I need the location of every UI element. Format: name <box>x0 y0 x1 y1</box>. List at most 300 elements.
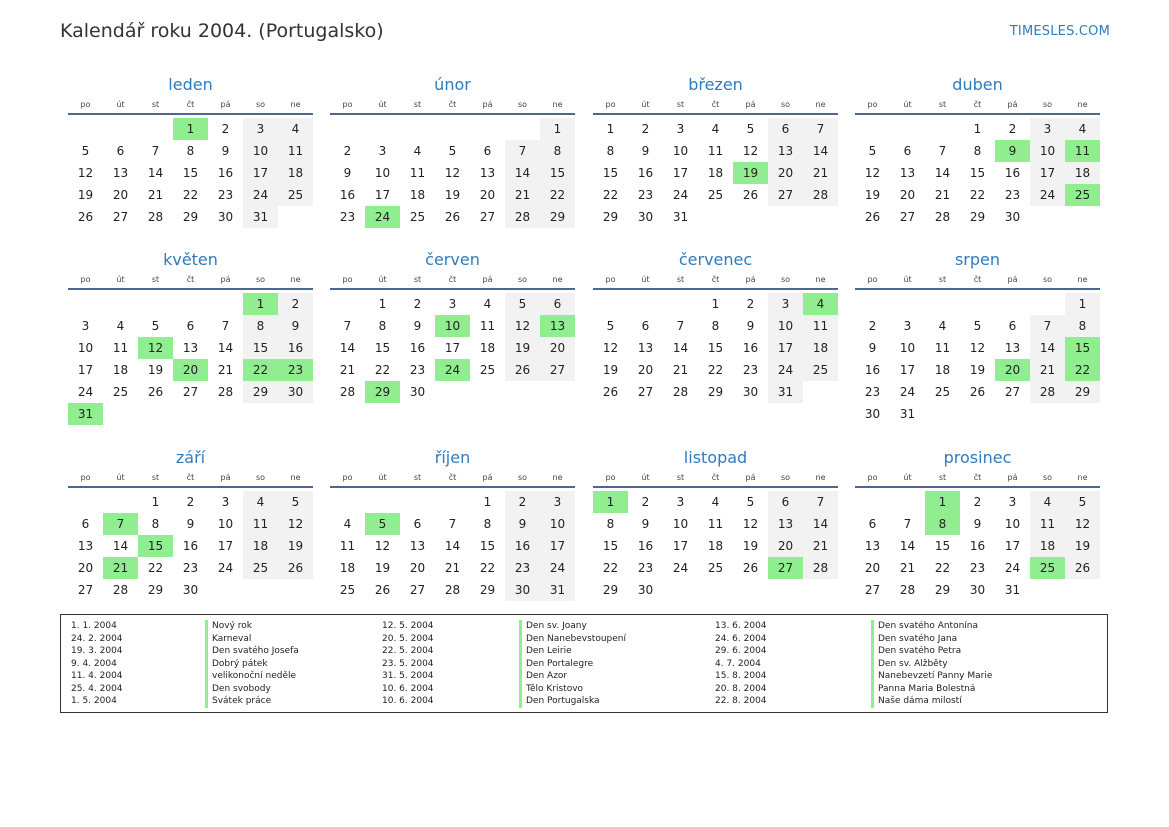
empty-cell <box>925 293 960 315</box>
day-cell: 6 <box>868 517 877 531</box>
empty-cell <box>330 293 365 315</box>
month-4 <box>855 75 1100 228</box>
day-cell: 4 <box>243 491 278 513</box>
day-cell: 2 <box>278 293 313 315</box>
legend-date: 25. 4. 2004 <box>71 683 123 694</box>
day-cell: 19 <box>742 539 759 553</box>
day-cell: 15 <box>243 337 278 359</box>
day-cell: 25 <box>803 359 838 381</box>
weekday-label: pá <box>482 275 493 284</box>
holiday-cell: 19 <box>733 162 768 184</box>
day-cell: 17 <box>374 188 391 202</box>
legend-holiday-name: Naše dáma milostí <box>871 695 992 708</box>
legend-date: 10. 6. 2004 <box>382 683 434 694</box>
day-cell: 18 <box>339 561 356 575</box>
day-cell: 23 <box>864 385 881 399</box>
day-cell: 3 <box>676 495 685 509</box>
legend-holiday-name: Nový rok <box>205 620 299 633</box>
month-10 <box>330 448 575 601</box>
empty-cell <box>173 293 208 315</box>
weekday-label: čt <box>186 100 195 109</box>
day-cell: 27 <box>540 359 575 381</box>
day-cell: 25 <box>479 363 496 377</box>
day-cell: 13 <box>637 341 654 355</box>
month-11 <box>593 448 838 601</box>
month-1 <box>68 75 313 228</box>
day-cell: 29 <box>602 583 619 597</box>
day-cell: 20 <box>864 561 881 575</box>
day-grid <box>330 491 575 601</box>
month-9 <box>68 448 313 601</box>
empty-cell <box>68 293 103 315</box>
weekday-label: so <box>255 473 266 482</box>
day-cell: 8 <box>243 315 278 337</box>
day-cell: 13 <box>1004 341 1021 355</box>
day-cell: 6 <box>641 319 650 333</box>
holiday-cell: 1 <box>173 118 208 140</box>
day-cell: 3 <box>81 319 90 333</box>
day-cell: 10 <box>77 341 94 355</box>
day-cell: 23 <box>409 363 426 377</box>
empty-cell <box>103 491 138 513</box>
weekday-label: út <box>903 275 912 284</box>
day-cell: 28 <box>803 184 838 206</box>
day-cell: 20 <box>112 188 129 202</box>
day-cell: 12 <box>444 166 461 180</box>
day-cell: 11 <box>803 315 838 337</box>
day-cell: 28 <box>899 583 916 597</box>
legend-date: 24. 2. 2004 <box>71 633 123 644</box>
day-cell: 26 <box>278 557 313 579</box>
weekday-label: st <box>938 100 947 109</box>
weekday-label: čt <box>186 473 195 482</box>
day-cell: 6 <box>768 118 803 140</box>
legend-holiday-name: Den svobody <box>205 683 299 696</box>
day-cell: 6 <box>413 517 422 531</box>
day-cell: 8 <box>973 144 982 158</box>
day-cell: 25 <box>934 385 951 399</box>
day-cell: 17 <box>243 162 278 184</box>
day-cell: 30 <box>1004 210 1021 224</box>
day-cell: 29 <box>934 583 951 597</box>
day-cell: 9 <box>641 517 650 531</box>
day-cell: 4 <box>343 517 352 531</box>
day-cell: 12 <box>278 513 313 535</box>
day-cell: 27 <box>112 210 129 224</box>
day-cell: 7 <box>151 144 160 158</box>
day-cell: 5 <box>151 319 160 333</box>
day-cell: 29 <box>1065 381 1100 403</box>
day-cell: 5 <box>746 495 755 509</box>
day-cell: 7 <box>903 517 912 531</box>
month-8 <box>855 250 1100 425</box>
day-cell: 30 <box>505 579 540 601</box>
day-cell: 18 <box>278 162 313 184</box>
day-cell: 3 <box>221 495 230 509</box>
day-cell: 14 <box>672 341 689 355</box>
weekday-label: st <box>676 473 685 482</box>
day-grid <box>593 491 838 601</box>
month-name: únor <box>434 75 471 94</box>
day-cell: 18 <box>112 363 129 377</box>
day-cell: 22 <box>374 363 391 377</box>
day-cell: 4 <box>711 495 720 509</box>
day-cell: 28 <box>505 206 540 228</box>
day-cell: 11 <box>934 341 951 355</box>
weekday-header <box>855 470 1100 488</box>
day-cell: 13 <box>899 166 916 180</box>
day-cell: 27 <box>182 385 199 399</box>
day-cell: 10 <box>672 517 689 531</box>
weekday-header <box>855 272 1100 290</box>
legend-holiday-name: Den Portalegre <box>519 658 626 671</box>
day-cell: 16 <box>278 337 313 359</box>
weekday-label: pá <box>482 473 493 482</box>
site-link[interactable]: TIMESLES.COM <box>1009 24 1110 39</box>
empty-cell <box>103 293 138 315</box>
day-cell: 27 <box>409 583 426 597</box>
day-cell: 13 <box>768 513 803 535</box>
day-cell: 21 <box>217 363 234 377</box>
day-cell: 14 <box>803 140 838 162</box>
day-cell: 5 <box>746 122 755 136</box>
day-cell: 4 <box>483 297 492 311</box>
empty-cell <box>103 118 138 140</box>
day-cell: 10 <box>217 517 234 531</box>
month-name: leden <box>168 75 213 94</box>
day-cell: 21 <box>444 561 461 575</box>
day-cell: 10 <box>1030 140 1065 162</box>
day-cell: 7 <box>1030 315 1065 337</box>
day-cell: 9 <box>746 319 755 333</box>
day-cell: 7 <box>343 319 352 333</box>
weekday-label: pá <box>745 275 756 284</box>
day-cell: 22 <box>147 561 164 575</box>
legend-name-column <box>871 620 992 708</box>
weekday-label: út <box>378 100 387 109</box>
weekday-label: ne <box>552 275 563 284</box>
day-cell: 18 <box>243 535 278 557</box>
empty-cell <box>890 293 925 315</box>
day-cell: 23 <box>742 363 759 377</box>
empty-cell <box>68 491 103 513</box>
day-cell: 25 <box>112 385 129 399</box>
day-cell: 12 <box>602 341 619 355</box>
day-cell: 10 <box>540 513 575 535</box>
day-cell: 10 <box>1004 517 1021 531</box>
day-cell: 1 <box>1065 293 1100 315</box>
day-cell: 25 <box>707 188 724 202</box>
day-cell: 11 <box>409 166 426 180</box>
day-cell: 1 <box>151 495 160 509</box>
day-cell: 3 <box>378 144 387 158</box>
weekday-label: út <box>641 100 650 109</box>
day-cell: 15 <box>479 539 496 553</box>
day-cell: 26 <box>969 385 986 399</box>
empty-cell <box>855 293 890 315</box>
day-cell: 17 <box>899 363 916 377</box>
empty-cell <box>855 491 890 513</box>
day-cell: 24 <box>672 561 689 575</box>
day-cell: 11 <box>707 144 724 158</box>
weekday-label: so <box>255 100 266 109</box>
empty-cell <box>663 293 698 315</box>
day-cell: 16 <box>864 363 881 377</box>
day-cell: 14 <box>505 162 540 184</box>
day-cell: 9 <box>413 319 422 333</box>
weekday-header <box>330 97 575 115</box>
day-cell: 17 <box>1004 539 1021 553</box>
day-cell: 16 <box>339 188 356 202</box>
day-cell: 7 <box>505 140 540 162</box>
day-cell: 15 <box>182 166 199 180</box>
weekday-label: čt <box>973 100 982 109</box>
legend-holiday-name: Svátek práce <box>205 695 299 708</box>
day-cell: 30 <box>182 583 199 597</box>
day-cell: 23 <box>182 561 199 575</box>
day-cell: 12 <box>505 315 540 337</box>
legend-holiday-name: Den svatého Jana <box>871 633 992 646</box>
day-cell: 16 <box>505 535 540 557</box>
holiday-cell: 12 <box>138 337 173 359</box>
weekday-label: st <box>676 100 685 109</box>
day-cell: 6 <box>1008 319 1017 333</box>
legend-holiday-name: Den sv. Joany <box>519 620 626 633</box>
legend-date-column <box>382 620 434 708</box>
day-cell: 7 <box>938 144 947 158</box>
day-cell: 26 <box>1065 557 1100 579</box>
legend-date: 23. 5. 2004 <box>382 658 434 669</box>
day-cell: 6 <box>540 293 575 315</box>
day-cell: 31 <box>899 407 916 421</box>
weekday-label: pá <box>482 100 493 109</box>
day-cell: 22 <box>602 561 619 575</box>
day-cell: 1 <box>378 297 387 311</box>
weekday-label: so <box>1042 275 1053 284</box>
day-cell: 18 <box>934 363 951 377</box>
day-cell: 2 <box>746 297 755 311</box>
month-name: listopad <box>683 448 748 467</box>
weekday-header <box>593 470 838 488</box>
day-cell: 14 <box>339 341 356 355</box>
weekday-label: so <box>517 100 528 109</box>
day-cell: 16 <box>742 341 759 355</box>
empty-cell <box>138 118 173 140</box>
day-cell: 4 <box>1065 118 1100 140</box>
day-cell: 12 <box>77 166 94 180</box>
day-cell: 23 <box>1004 188 1021 202</box>
day-cell: 16 <box>969 539 986 553</box>
legend-holiday-name: Panna Maria Bolestná <box>871 683 992 696</box>
day-cell: 5 <box>1065 491 1100 513</box>
day-cell: 11 <box>243 513 278 535</box>
day-cell: 21 <box>672 363 689 377</box>
day-cell: 19 <box>147 363 164 377</box>
day-cell: 4 <box>938 319 947 333</box>
empty-cell <box>890 491 925 513</box>
holiday-cell: 20 <box>173 359 208 381</box>
day-cell: 24 <box>899 385 916 399</box>
month-name: prosinec <box>943 448 1012 467</box>
empty-cell <box>925 118 960 140</box>
holiday-cell: 1 <box>925 491 960 513</box>
day-cell: 26 <box>864 210 881 224</box>
day-cell: 10 <box>899 341 916 355</box>
day-cell: 27 <box>899 210 916 224</box>
day-cell: 6 <box>186 319 195 333</box>
day-cell: 8 <box>711 319 720 333</box>
day-cell: 27 <box>1004 385 1021 399</box>
empty-cell <box>208 293 243 315</box>
day-cell: 28 <box>112 583 129 597</box>
day-cell: 29 <box>540 206 575 228</box>
day-cell: 16 <box>409 341 426 355</box>
day-cell: 13 <box>768 140 803 162</box>
day-cell: 2 <box>973 495 982 509</box>
day-cell: 29 <box>969 210 986 224</box>
weekday-header <box>593 272 838 290</box>
day-cell: 18 <box>803 337 838 359</box>
legend-date: 11. 4. 2004 <box>71 671 123 681</box>
day-cell: 21 <box>339 363 356 377</box>
month-name: duben <box>952 75 1003 94</box>
holiday-cell: 5 <box>365 513 400 535</box>
weekday-label: st <box>151 100 160 109</box>
day-cell: 26 <box>374 583 391 597</box>
day-cell: 25 <box>707 561 724 575</box>
day-cell: 21 <box>899 561 916 575</box>
day-cell: 17 <box>217 539 234 553</box>
weekday-label: so <box>1042 100 1053 109</box>
day-cell: 29 <box>602 210 619 224</box>
day-cell: 29 <box>182 210 199 224</box>
legend-date: 24. 6. 2004 <box>715 633 767 644</box>
day-cell: 5 <box>606 319 615 333</box>
day-cell: 26 <box>77 210 94 224</box>
day-cell: 20 <box>637 363 654 377</box>
weekday-label: út <box>378 473 387 482</box>
weekday-label: ne <box>1077 100 1088 109</box>
legend-holiday-name: Den svatého Josefa <box>205 645 299 658</box>
legend-date-column <box>715 620 767 708</box>
day-cell: 12 <box>374 539 391 553</box>
day-cell: 3 <box>903 319 912 333</box>
day-cell: 8 <box>606 517 615 531</box>
weekday-label: ne <box>290 100 301 109</box>
legend-date: 20. 5. 2004 <box>382 633 434 644</box>
day-grid <box>855 293 1100 425</box>
day-cell: 21 <box>147 188 164 202</box>
day-cell: 30 <box>969 583 986 597</box>
empty-cell <box>855 118 890 140</box>
day-cell: 11 <box>479 319 496 333</box>
day-cell: 29 <box>707 385 724 399</box>
day-cell: 14 <box>147 166 164 180</box>
day-cell: 27 <box>864 583 881 597</box>
day-cell: 24 <box>217 561 234 575</box>
day-grid <box>593 293 838 403</box>
day-cell: 29 <box>147 583 164 597</box>
legend-holiday-name: Den svatého Antonína <box>871 620 992 633</box>
day-grid <box>330 293 575 403</box>
empty-cell <box>365 491 400 513</box>
month-5 <box>68 250 313 425</box>
weekday-header <box>330 470 575 488</box>
day-cell: 22 <box>934 561 951 575</box>
day-cell: 4 <box>278 118 313 140</box>
day-cell: 18 <box>479 341 496 355</box>
legend-holiday-name: Den sv. Alžběty <box>871 658 992 671</box>
weekday-header <box>68 97 313 115</box>
day-cell: 26 <box>742 561 759 575</box>
weekday-label: po <box>80 275 91 284</box>
weekday-label: čt <box>711 100 720 109</box>
day-cell: 23 <box>637 188 654 202</box>
day-cell: 15 <box>934 539 951 553</box>
holiday-cell: 25 <box>1030 557 1065 579</box>
weekday-label: út <box>116 275 125 284</box>
day-cell: 8 <box>606 144 615 158</box>
day-cell: 17 <box>540 535 575 557</box>
day-cell: 8 <box>151 517 160 531</box>
day-cell: 24 <box>672 188 689 202</box>
day-cell: 31 <box>1004 583 1021 597</box>
day-cell: 1 <box>540 118 575 140</box>
day-cell: 25 <box>278 184 313 206</box>
legend-date: 22. 5. 2004 <box>382 646 434 656</box>
page-title: Kalendář roku 2004. (Portugalsko) <box>60 20 384 42</box>
legend-holiday-name: Tělo Kristovo <box>519 683 626 696</box>
day-cell: 25 <box>409 210 426 224</box>
month-7 <box>593 250 838 403</box>
weekday-label: po <box>342 100 353 109</box>
empty-cell <box>330 491 365 513</box>
holiday-cell: 1 <box>593 491 628 513</box>
day-cell: 15 <box>707 341 724 355</box>
weekday-label: st <box>151 275 160 284</box>
day-cell: 24 <box>1030 184 1065 206</box>
weekday-label: po <box>867 275 878 284</box>
empty-cell <box>470 118 505 140</box>
day-cell: 12 <box>969 341 986 355</box>
day-cell: 22 <box>182 188 199 202</box>
day-cell: 15 <box>969 166 986 180</box>
legend-date: 10. 6. 2004 <box>382 696 434 706</box>
weekday-label: so <box>1042 473 1053 482</box>
legend-holiday-name: Den Leirie <box>519 645 626 658</box>
day-cell: 2 <box>505 491 540 513</box>
weekday-label: ne <box>815 275 826 284</box>
day-cell: 30 <box>217 210 234 224</box>
day-cell: 28 <box>444 583 461 597</box>
day-cell: 16 <box>1004 166 1021 180</box>
day-cell: 6 <box>768 491 803 513</box>
day-cell: 9 <box>186 517 195 531</box>
day-grid <box>593 118 838 228</box>
day-cell: 26 <box>505 359 540 381</box>
day-cell: 19 <box>505 337 540 359</box>
day-cell: 6 <box>81 517 90 531</box>
legend-date: 9. 4. 2004 <box>71 658 117 669</box>
weekday-label: čt <box>973 275 982 284</box>
day-cell: 21 <box>803 162 838 184</box>
weekday-label: so <box>780 473 791 482</box>
day-cell: 12 <box>742 144 759 158</box>
empty-cell <box>400 118 435 140</box>
weekday-label: út <box>641 275 650 284</box>
day-cell: 2 <box>186 495 195 509</box>
legend-date: 31. 5. 2004 <box>382 671 434 681</box>
